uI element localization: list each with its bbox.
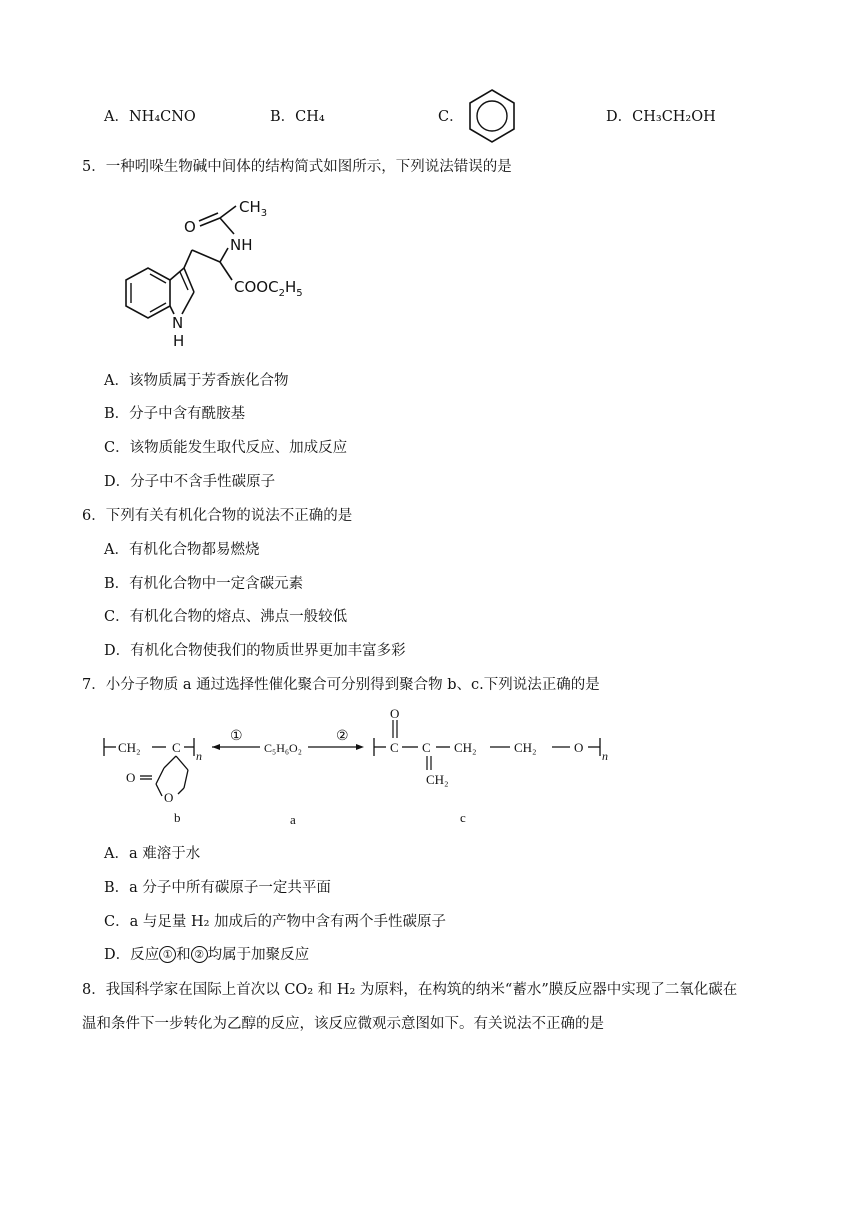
- svg-text:O: O: [574, 740, 584, 755]
- q8-stem-line2: 温和条件下一步转化为乙醇的反应，该反应微观示意图如下。有关说法不正确的是: [82, 1016, 604, 1032]
- q4-option-b: B．CH₄: [270, 109, 325, 125]
- svg-text:n: n: [602, 749, 608, 763]
- q4-option-a: A．NH₄CNO: [104, 109, 196, 125]
- q6-option-a: A．有机化合物都易燃烧: [104, 542, 260, 558]
- q7-option-c: C．a 与足量 H₂ 加成后的产物中含有两个手性碳原子: [104, 914, 447, 930]
- nh-label: NH: [230, 236, 253, 254]
- svg-text:C: C: [172, 740, 181, 755]
- svg-text:C: C: [390, 740, 399, 755]
- ester-label: $COOC_2H_5$: [234, 278, 303, 299]
- q7-option-a: A．a 难溶于水: [104, 846, 201, 862]
- label-c: c: [460, 810, 466, 825]
- q7-option-d: D．反应 ① 和 ② 均属于加聚反应: [104, 947, 310, 963]
- svg-text:CH₂: CH₂: [454, 740, 477, 755]
- ring-nitrogen-label: N: [172, 314, 184, 332]
- q7-stem: 7．小分子物质 a 通过选择性催化聚合可分别得到聚合物 b、c.下列说法正确的是: [82, 677, 600, 693]
- q6-option-b: B．有机化合物中一定含碳元素: [104, 576, 304, 592]
- q6-option-d: D．有机化合物使我们的物质世界更加丰富多彩: [104, 643, 406, 659]
- svg-text:C: C: [422, 740, 431, 755]
- step1-label: ①: [230, 729, 243, 744]
- q5-option-a: A．该物质属于芳香族化合物: [104, 373, 289, 389]
- svg-text:CH₂: CH₂: [514, 740, 537, 755]
- svg-text:O: O: [164, 790, 174, 805]
- svg-text:n: n: [196, 749, 202, 763]
- ring-hydrogen-label: H: [173, 332, 185, 350]
- q7-option-b: B．a 分子中所有碳原子一定共平面: [104, 880, 331, 896]
- carbonyl-oxygen-label: O: [184, 218, 196, 236]
- step2-label: ②: [336, 729, 349, 744]
- svg-text:CH₂: CH₂: [118, 740, 141, 755]
- methyl-label: $CH_3$: [239, 198, 268, 219]
- q6-stem: 6．下列有关有机化合物的说法不正确的是: [82, 508, 353, 524]
- q8-stem-line1: 8．我国科学家在国际上首次以 CO₂ 和 H₂ 为原料，在构筑的纳米“蓄水”膜反应器中实现了二氧化碳在: [82, 982, 738, 998]
- q6-option-c: C．有机化合物的熔点、沸点一般较低: [104, 609, 348, 625]
- q5-option-c: C．该物质能发生取代反应、加成反应: [104, 440, 348, 456]
- label-b: b: [174, 810, 181, 825]
- label-a: a: [290, 812, 296, 827]
- benzene-ring-structure: [462, 86, 522, 146]
- svg-text:O: O: [126, 770, 136, 785]
- q5-option-d: D．分子中不含手性碳原子: [104, 474, 276, 490]
- q5-option-b: B．分子中含有酰胺基: [104, 406, 246, 422]
- svg-text:O: O: [390, 706, 400, 721]
- q4-option-c: C．: [438, 109, 464, 125]
- monomer-formula: C₅H₆O₂: [264, 741, 302, 755]
- svg-text:CH₂: CH₂: [426, 772, 449, 787]
- indole-alkaloid-structure: [96, 188, 336, 358]
- polymerization-scheme: [96, 706, 636, 830]
- q5-stem: 5．一种吲哚生物碱中间体的结构简式如图所示，下列说法错误的是: [82, 159, 512, 175]
- q4-option-d: D．CH₃CH₂OH: [606, 109, 716, 125]
